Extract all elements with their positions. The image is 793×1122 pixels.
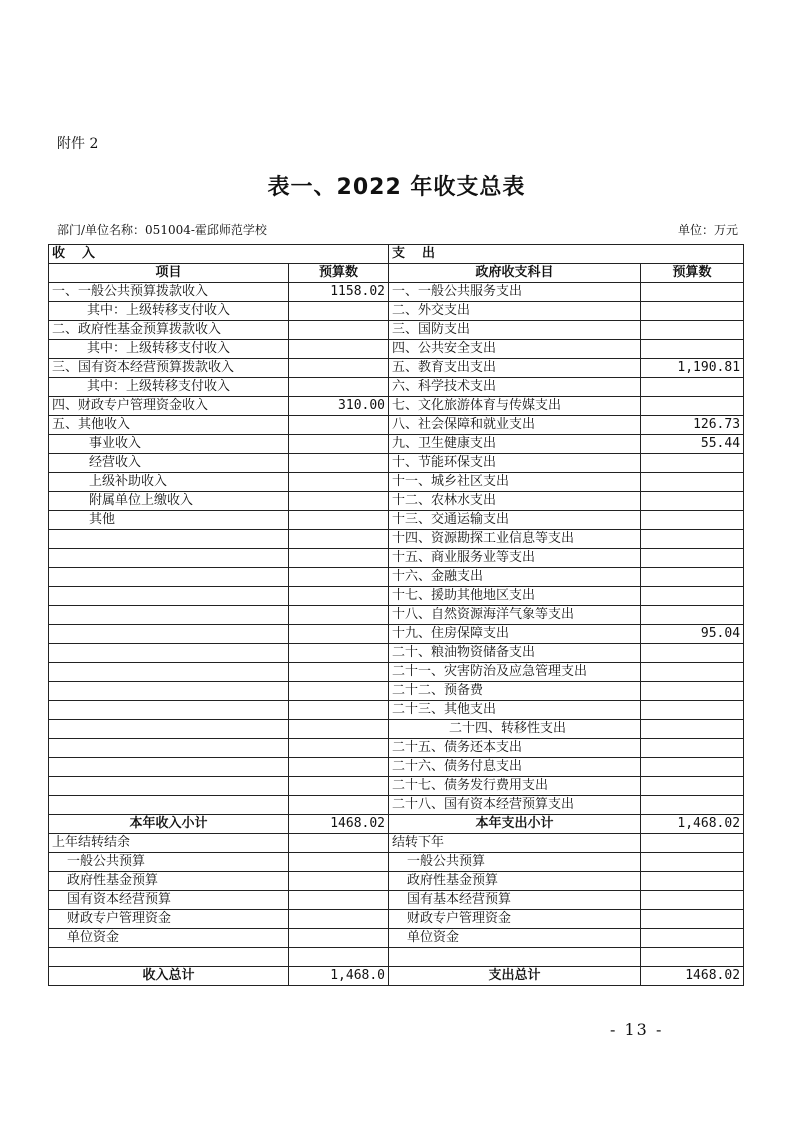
carry-row xyxy=(49,910,744,929)
col-header-gov-subject: 政府收支科目 xyxy=(389,264,641,283)
expense-item-cell: 一、一般公共服务支出 xyxy=(389,283,641,302)
income-value-cell xyxy=(289,720,389,739)
income-item-cell: 其中：上级转移支付收入 xyxy=(49,340,289,359)
expense-value-cell xyxy=(641,739,744,758)
income-item-cell xyxy=(49,758,289,777)
income-value-cell xyxy=(289,739,389,758)
income-value-cell xyxy=(289,758,389,777)
expense-value-cell xyxy=(641,302,744,321)
unit-label: 单位：万元 xyxy=(677,223,738,237)
income-item-cell xyxy=(49,625,289,644)
total-row xyxy=(49,967,744,986)
income-subtotal-value: 1468.02 xyxy=(289,815,389,834)
subtotal-row xyxy=(49,815,744,834)
income-item-cell xyxy=(49,644,289,663)
expense-value-cell xyxy=(641,663,744,682)
income-value-cell xyxy=(289,435,389,454)
income-item-cell: 四、财政专户管理资金收入 xyxy=(49,397,289,416)
table-row xyxy=(49,416,744,435)
carry-income-value xyxy=(289,891,389,910)
income-item-cell: 一、一般公共预算拨款收入 xyxy=(49,283,289,302)
table-row xyxy=(49,796,744,815)
table-row xyxy=(49,435,744,454)
expense-item-cell: 五、教育支出支出 xyxy=(389,359,641,378)
income-value-cell xyxy=(289,777,389,796)
col-header-item: 项目 xyxy=(49,264,289,283)
income-item-cell xyxy=(49,701,289,720)
carry-expense-cell: 国有基本经营预算 xyxy=(389,891,641,910)
income-value-cell xyxy=(289,796,389,815)
income-value-cell xyxy=(289,568,389,587)
table-row xyxy=(49,340,744,359)
expense-value-cell xyxy=(641,568,744,587)
income-total-value: 1,468.0 xyxy=(289,967,389,986)
carry-expense-cell xyxy=(389,948,641,967)
carry-expense-cell: 一般公共预算 xyxy=(389,853,641,872)
expense-total-label: 支出总计 xyxy=(389,967,641,986)
expense-item-cell: 三、国防支出 xyxy=(389,321,641,340)
expense-subtotal-value: 1,468.02 xyxy=(641,815,744,834)
carry-expense-value xyxy=(641,948,744,967)
carry-income-cell: 国有资本经营预算 xyxy=(49,891,289,910)
expense-value-cell xyxy=(641,283,744,302)
expense-section-header: 支 出 xyxy=(389,245,744,264)
expense-item-cell: 二十三、其他支出 xyxy=(389,701,641,720)
income-item-cell xyxy=(49,796,289,815)
income-value-cell xyxy=(289,644,389,663)
expense-value-cell xyxy=(641,682,744,701)
expense-item-cell: 十九、住房保障支出 xyxy=(389,625,641,644)
expense-value-cell xyxy=(641,321,744,340)
table-row xyxy=(49,644,744,663)
expense-item-cell: 十四、资源勘探工业信息等支出 xyxy=(389,530,641,549)
expense-item-cell: 九、卫生健康支出 xyxy=(389,435,641,454)
table-row xyxy=(49,625,744,644)
expense-value-cell: 55.44 xyxy=(641,435,744,454)
expense-item-cell: 七、文化旅游体育与传媒支出 xyxy=(389,397,641,416)
expense-item-cell: 二、外交支出 xyxy=(389,302,641,321)
carry-row xyxy=(49,834,744,853)
carry-row xyxy=(49,872,744,891)
table-row xyxy=(49,758,744,777)
income-item-cell xyxy=(49,663,289,682)
expense-subtotal-label: 本年支出小计 xyxy=(389,815,641,834)
expense-item-cell: 十六、金融支出 xyxy=(389,568,641,587)
expense-value-cell: 95.04 xyxy=(641,625,744,644)
income-value-cell xyxy=(289,359,389,378)
page-number: - 13 - xyxy=(610,1020,664,1039)
carry-income-value xyxy=(289,948,389,967)
expense-value-cell xyxy=(641,530,744,549)
expense-value-cell xyxy=(641,587,744,606)
income-item-cell: 二、政府性基金预算拨款收入 xyxy=(49,321,289,340)
table-row xyxy=(49,378,744,397)
income-item-cell: 事业收入 xyxy=(49,435,289,454)
income-item-cell xyxy=(49,739,289,758)
expense-item-cell: 二十五、债务还本支出 xyxy=(389,739,641,758)
budget-table xyxy=(48,244,744,986)
expense-value-cell xyxy=(641,511,744,530)
expense-value-cell: 126.73 xyxy=(641,416,744,435)
income-item-cell xyxy=(49,530,289,549)
table-row xyxy=(49,492,744,511)
expense-value-cell xyxy=(641,454,744,473)
department-name: 部门/单位名称：051004-霍邱师范学校 xyxy=(57,223,267,237)
table-row xyxy=(49,739,744,758)
expense-value-cell xyxy=(641,777,744,796)
expense-item-cell: 十七、援助其他地区支出 xyxy=(389,587,641,606)
income-value-cell xyxy=(289,511,389,530)
income-item-cell xyxy=(49,606,289,625)
carry-row xyxy=(49,948,744,967)
income-value-cell xyxy=(289,416,389,435)
col-header-budget-2: 预算数 xyxy=(641,264,744,283)
table-row xyxy=(49,473,744,492)
carry-income-value xyxy=(289,853,389,872)
table-row xyxy=(49,283,744,302)
income-subtotal-label: 本年收入小计 xyxy=(49,815,289,834)
expense-value-cell xyxy=(641,701,744,720)
income-value-cell xyxy=(289,321,389,340)
income-value-cell xyxy=(289,625,389,644)
income-item-cell: 五、其他收入 xyxy=(49,416,289,435)
expense-item-cell: 十八、自然资源海洋气象等支出 xyxy=(389,606,641,625)
table-row xyxy=(49,682,744,701)
expense-item-cell: 二十六、债务付息支出 xyxy=(389,758,641,777)
expense-item-cell: 二十二、预备费 xyxy=(389,682,641,701)
section-header-row xyxy=(49,245,744,264)
income-item-cell xyxy=(49,720,289,739)
expense-item-cell: 十五、商业服务业等支出 xyxy=(389,549,641,568)
expense-value-cell xyxy=(641,340,744,359)
income-value-cell xyxy=(289,302,389,321)
income-item-cell xyxy=(49,777,289,796)
income-value-cell xyxy=(289,663,389,682)
expense-total-value: 1468.02 xyxy=(641,967,744,986)
income-value-cell xyxy=(289,606,389,625)
table-row xyxy=(49,568,744,587)
table-row xyxy=(49,663,744,682)
income-value-cell xyxy=(289,492,389,511)
income-item-cell: 经营收入 xyxy=(49,454,289,473)
expense-value-cell xyxy=(641,606,744,625)
expense-item-cell: 十、节能环保支出 xyxy=(389,454,641,473)
carry-income-cell: 上年结转结余 xyxy=(49,834,289,853)
income-value-cell: 1158.02 xyxy=(289,283,389,302)
carry-row xyxy=(49,929,744,948)
expense-value-cell xyxy=(641,378,744,397)
table-row xyxy=(49,511,744,530)
income-value-cell xyxy=(289,682,389,701)
table-row xyxy=(49,606,744,625)
col-header-budget: 预算数 xyxy=(289,264,389,283)
expense-value-cell xyxy=(641,397,744,416)
carry-expense-cell: 结转下年 xyxy=(389,834,641,853)
table-row xyxy=(49,397,744,416)
income-section-header: 收 入 xyxy=(49,245,389,264)
expense-item-cell: 四、公共安全支出 xyxy=(389,340,641,359)
income-value-cell xyxy=(289,454,389,473)
carry-row xyxy=(49,891,744,910)
expense-value-cell: 1,190.81 xyxy=(641,359,744,378)
expense-item-cell: 十二、农林水支出 xyxy=(389,492,641,511)
expense-item-cell: 六、科学技术支出 xyxy=(389,378,641,397)
carry-expense-value xyxy=(641,853,744,872)
expense-value-cell xyxy=(641,758,744,777)
expense-item-cell: 八、社会保障和就业支出 xyxy=(389,416,641,435)
income-value-cell xyxy=(289,473,389,492)
carry-expense-cell: 政府性基金预算 xyxy=(389,872,641,891)
income-item-cell xyxy=(49,682,289,701)
expense-item-cell: 二十七、债务发行费用支出 xyxy=(389,777,641,796)
income-item-cell xyxy=(49,587,289,606)
carry-income-cell: 政府性基金预算 xyxy=(49,872,289,891)
income-item-cell: 附属单位上缴收入 xyxy=(49,492,289,511)
expense-value-cell xyxy=(641,720,744,739)
table-row xyxy=(49,359,744,378)
table-row xyxy=(49,549,744,568)
income-value-cell xyxy=(289,530,389,549)
carry-income-cell: 财政专户管理资金 xyxy=(49,910,289,929)
expense-item-cell: 二十四、转移性支出 xyxy=(389,720,641,739)
income-total-label: 收入总计 xyxy=(49,967,289,986)
table-row xyxy=(49,587,744,606)
carry-income-value xyxy=(289,872,389,891)
income-value-cell: 310.00 xyxy=(289,397,389,416)
expense-item-cell: 二十八、国有资本经营预算支出 xyxy=(389,796,641,815)
table-row xyxy=(49,302,744,321)
expense-value-cell xyxy=(641,644,744,663)
attachment-label: 附件 2 xyxy=(57,136,99,152)
carry-expense-value xyxy=(641,872,744,891)
carry-income-cell xyxy=(49,948,289,967)
carry-income-cell: 单位资金 xyxy=(49,929,289,948)
page-title: 表一、2022 年收支总表 xyxy=(267,175,526,200)
income-value-cell xyxy=(289,701,389,720)
table-row xyxy=(49,701,744,720)
expense-item-cell: 十一、城乡社区支出 xyxy=(389,473,641,492)
table-row xyxy=(49,454,744,473)
table-row xyxy=(49,321,744,340)
table-row xyxy=(49,777,744,796)
expense-item-cell: 二十、粮油物资储备支出 xyxy=(389,644,641,663)
expense-item-cell: 十三、交通运输支出 xyxy=(389,511,641,530)
carry-income-value xyxy=(289,910,389,929)
carry-expense-value xyxy=(641,929,744,948)
table-row xyxy=(49,530,744,549)
income-value-cell xyxy=(289,549,389,568)
income-item-cell: 上级补助收入 xyxy=(49,473,289,492)
income-item-cell: 三、国有资本经营预算拨款收入 xyxy=(49,359,289,378)
expense-value-cell xyxy=(641,796,744,815)
expense-value-cell xyxy=(641,473,744,492)
income-item-cell xyxy=(49,568,289,587)
carry-row xyxy=(49,853,744,872)
expense-value-cell xyxy=(641,492,744,511)
carry-expense-cell: 财政专户管理资金 xyxy=(389,910,641,929)
income-item-cell: 其中：上级转移支付收入 xyxy=(49,378,289,397)
table-row xyxy=(49,720,744,739)
income-value-cell xyxy=(289,340,389,359)
income-item-cell xyxy=(49,549,289,568)
carry-expense-value xyxy=(641,910,744,929)
expense-value-cell xyxy=(641,549,744,568)
carry-income-cell: 一般公共预算 xyxy=(49,853,289,872)
carry-expense-value xyxy=(641,891,744,910)
carry-income-value xyxy=(289,834,389,853)
carry-expense-value xyxy=(641,834,744,853)
income-value-cell xyxy=(289,587,389,606)
carry-income-value xyxy=(289,929,389,948)
column-header-row xyxy=(49,264,744,283)
income-value-cell xyxy=(289,378,389,397)
carry-expense-cell: 单位资金 xyxy=(389,929,641,948)
income-item-cell: 其他 xyxy=(49,511,289,530)
income-item-cell: 其中：上级转移支付收入 xyxy=(49,302,289,321)
expense-item-cell: 二十一、灾害防治及应急管理支出 xyxy=(389,663,641,682)
